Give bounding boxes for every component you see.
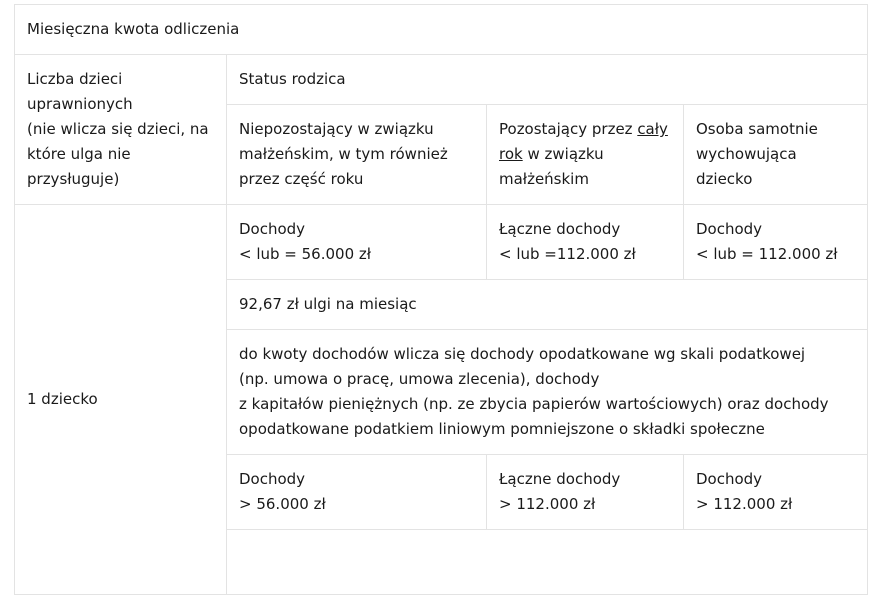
income-limit-unmarried: Dochody < lub = 56.000 zł	[227, 205, 487, 280]
income-over-single-parent: Dochody > 112.000 zł	[684, 455, 868, 530]
table-row	[15, 205, 868, 280]
header-row	[15, 55, 868, 105]
status-married: Pozostający przez cały rok w związku małżeńskim	[487, 105, 684, 205]
income-over-married: Łączne dochody > 112.000 zł	[487, 455, 684, 530]
empty-cell	[227, 530, 868, 595]
status-unmarried: Niepozostający w związku małżeńskim, w tym również przez część roku	[227, 105, 487, 205]
parent-status-header: Status rodzica	[227, 55, 868, 105]
income-note: do kwoty dochodów wlicza się dochody opodatkowane wg skali podatkowej (np. umowa o pracę, umowa zlecenia), dochody z kapitałów pieniężnych (np. ze zbycia papierów wartościowych) oraz dochody opodatkowane podatkiem liniowym pomniejszone o składki społeczne	[227, 330, 868, 455]
children-count-cell: 1 dziecko	[15, 205, 227, 595]
full-year-emphasis: cały rok	[499, 120, 668, 163]
status-single-parent: Osoba samotnie wychowująca dziecko	[684, 105, 868, 205]
relief-amount: 92,67 zł ulgi na miesiąc	[227, 280, 868, 330]
table-title: Miesięczna kwota odliczenia	[15, 5, 868, 55]
deduction-table	[14, 4, 868, 595]
table-title-row	[15, 5, 868, 55]
children-count-header: Liczba dzieci uprawnionych (nie wlicza się dzieci, na które ulga nie przysługuje)	[15, 55, 227, 205]
income-limit-married: Łączne dochody < lub =112.000 zł	[487, 205, 684, 280]
income-limit-single-parent: Dochody < lub = 112.000 zł	[684, 205, 868, 280]
income-over-unmarried: Dochody > 56.000 zł	[227, 455, 487, 530]
